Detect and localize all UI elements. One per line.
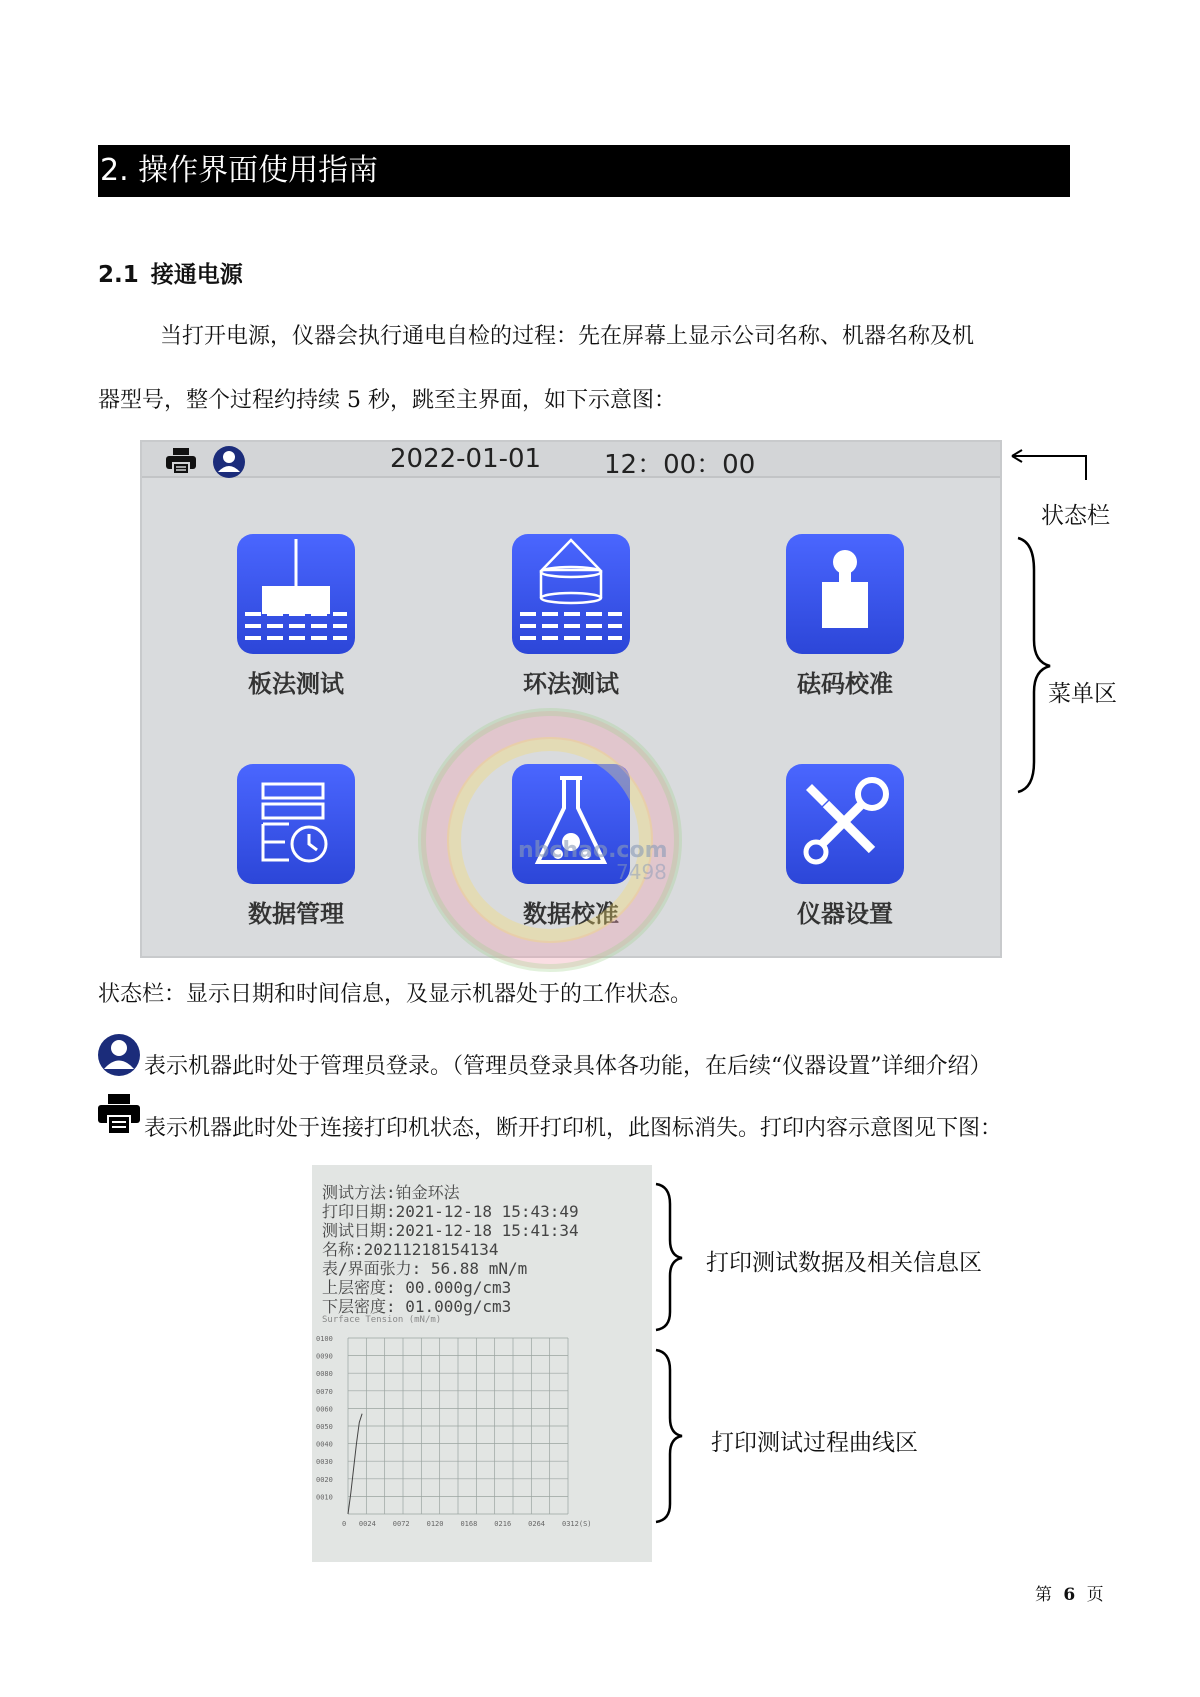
status-time: 12：00：00 [604,450,756,480]
admin-indicator-row [96,1032,142,1078]
y-tick-label: 0030 [316,1458,333,1467]
tile-label: 板法测试 [248,670,344,698]
tile-label: 数据管理 [248,900,344,928]
page-number: 6 [1063,1585,1076,1605]
printer-description: 表示机器此时处于连接打印机状态，断开打印机，此图标消失。打印内容示意图见下图： [144,1116,1003,1141]
tile-data-calibration[interactable] [512,764,630,884]
data-area-label: 打印测试数据及相关信息区 [706,1250,982,1276]
chart-caption: Surface Tension (mN/m) [322,1315,442,1325]
receipt-chart [312,1330,652,1562]
tile-label: 仪器设置 [797,900,893,928]
y-tick-label: 0050 [316,1423,333,1431]
x-tick-label: 0312(S) [562,1520,592,1528]
intro-line-1: 当打开电源，仪器会执行通电自检的过程：先在屏幕上显示公司名称、机器名称及机 [160,324,975,349]
section-number: 2. [100,153,129,188]
tile-label: 砝码校准 [797,670,893,698]
receipt-brackets [652,1178,712,1548]
y-tick-label: 0080 [316,1370,333,1379]
receipt-line: 上层密度: 00.000g/cm3 [322,1278,512,1297]
series-line [348,1414,362,1514]
x-tick-label: 0072 [392,1520,410,1528]
footer-prefix: 第 [1035,1585,1052,1605]
ring-method-icon [512,534,630,654]
x-tick-label: 0024 [358,1520,376,1528]
user-icon [212,445,246,479]
main-screen-mockup [140,440,1002,958]
printer-status-icon [96,1092,142,1138]
intro-line-2: 器型号，整个过程约持续 5 秒，跳至主界面，如下示意图： [98,388,676,413]
receipt-line: 测试日期:2021-12-18 15:41:34 [322,1221,579,1240]
tile-data-management[interactable] [237,764,355,884]
x-tick-label: 0216 [494,1520,512,1528]
section-header [98,145,1070,197]
page-footer [1035,1580,1104,1605]
x-tick-label: 0264 [528,1520,546,1528]
status-bar-label: 状态栏 [1041,503,1110,529]
tile-plate-method[interactable] [237,534,355,654]
receipt-line: 下层密度: 01.000g/cm3 [322,1297,512,1316]
printer-icon [164,446,198,476]
tile-ring-method[interactable] [512,534,630,654]
x-tick-label: 0120 [426,1520,444,1528]
x-tick-label: 0 [342,1520,347,1528]
y-tick-label: 0090 [316,1352,333,1361]
tools-icon [786,764,904,884]
y-tick-label: 0040 [316,1440,333,1449]
plate-method-icon [237,534,355,654]
flask-icon [512,764,630,884]
y-tick-label: 0100 [316,1335,333,1343]
y-tick-label: 0060 [316,1405,333,1414]
tile-label: 环法测试 [523,670,619,698]
tile-instrument-settings[interactable] [786,764,904,884]
receipt-line: 表/界面张力: 56.88 mN/m [322,1259,528,1278]
receipt-line: 名称:20211218154134 [322,1240,499,1259]
admin-user-icon [96,1032,142,1078]
admin-description: 表示机器此时处于管理员登录。（管理员登录具体各功能，在后续“仪器设置”详细介绍） [144,1054,992,1079]
status-description: 状态栏：显示日期和时间信息，及显示机器处于的工作状态。 [98,982,693,1007]
section-title: 操作界面使用指南 [138,153,379,188]
weight-calibration-icon [786,534,904,654]
status-date: 2022-01-01 [390,444,542,474]
footer-suffix: 页 [1086,1585,1104,1605]
watermark-digits: 7498 [616,860,667,884]
subsection-heading [98,256,243,289]
x-tick-label: 0168 [460,1520,478,1528]
tile-label: 数据校准 [523,900,619,928]
printer-indicator-row [96,1092,142,1142]
data-management-icon [237,764,355,884]
subsection-title: 接通电源 [150,261,243,288]
watermark-text: nbchao.com [518,838,668,863]
y-tick-label: 0070 [316,1387,333,1396]
printout-image [312,1165,652,1562]
subsection-number: 2.1 [98,262,139,288]
receipt-line: 测试方法:铂金环法 [322,1183,460,1202]
curve-area-label: 打印测试过程曲线区 [711,1430,918,1456]
status-bar [142,442,1000,478]
menu-area-label: 菜单区 [1048,681,1117,707]
y-tick-label: 0010 [316,1493,333,1502]
receipt-line: 打印日期:2021-12-18 15:43:49 [322,1202,579,1221]
y-tick-label: 0020 [316,1475,333,1484]
tile-weight-calibration[interactable] [786,534,904,654]
